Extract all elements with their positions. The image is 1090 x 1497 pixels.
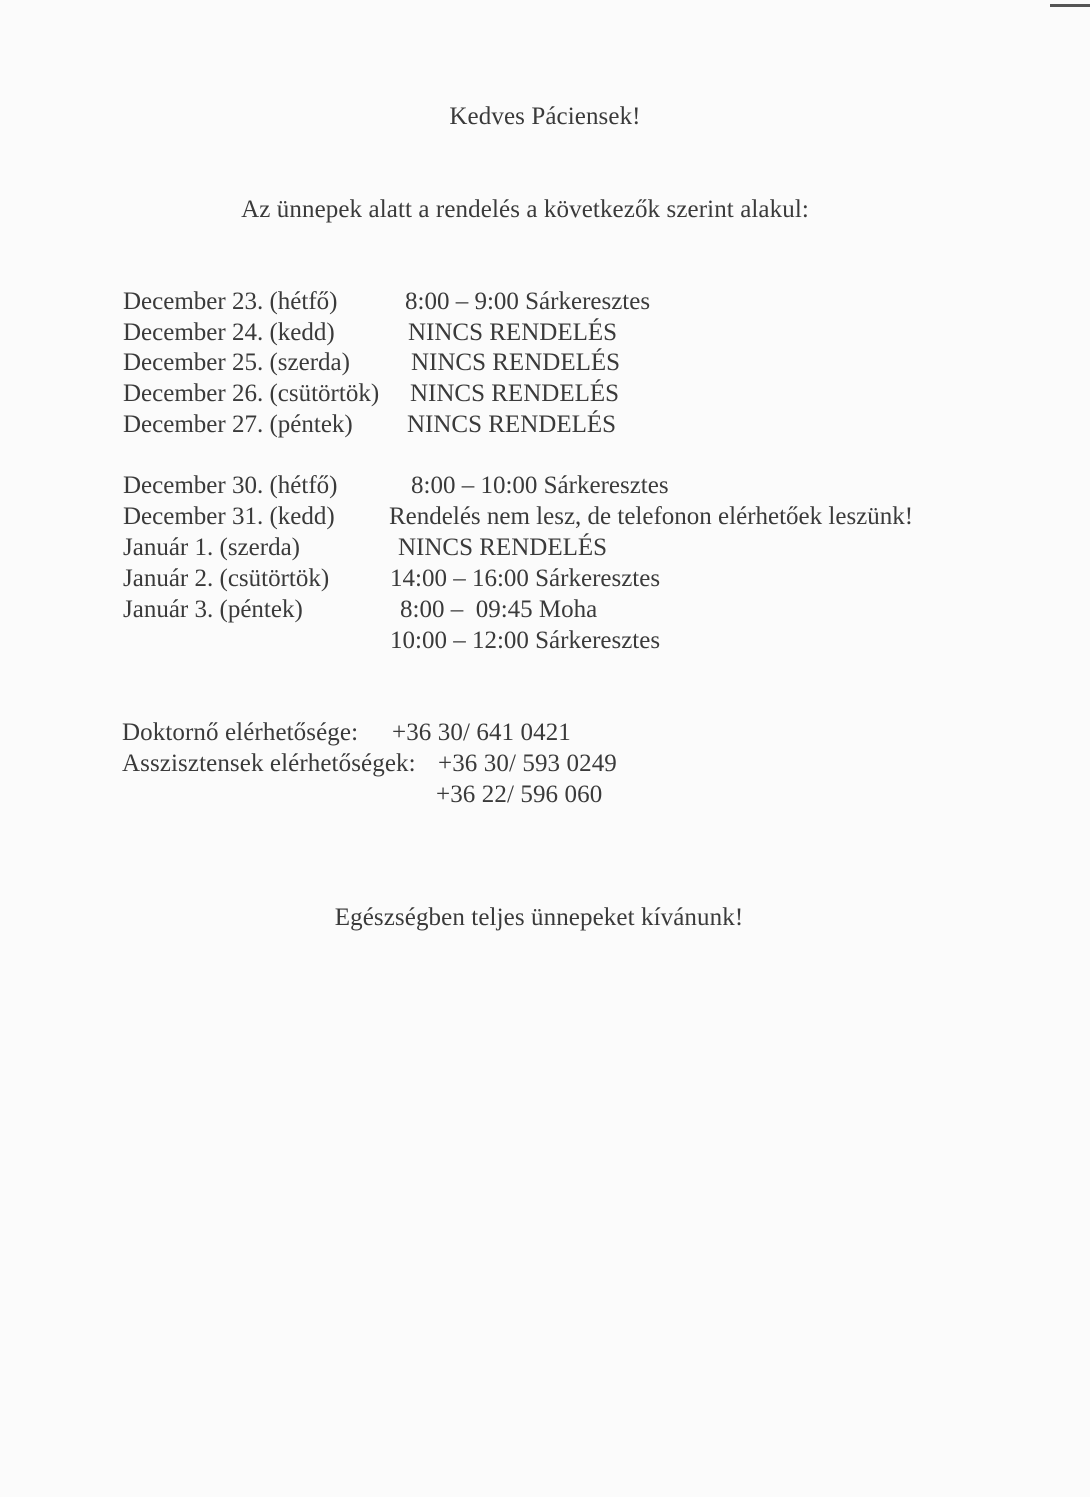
doctor-contact-label: Doktornő elérhetősége:	[122, 719, 359, 746]
schedule-info: 8:00 – 09:45 Moha	[400, 596, 598, 623]
schedule-info: NINCS RENDELÉS	[411, 349, 621, 376]
schedule-row	[0, 502, 1090, 533]
schedule-row	[0, 626, 1090, 657]
doctor-phone: +36 30/ 641 0421	[392, 719, 571, 746]
schedule-day: Január 1. (szerda)	[123, 534, 300, 561]
schedule-day: December 31. (kedd)	[123, 503, 335, 530]
schedule-info: 8:00 – 9:00 Sárkeresztes	[405, 288, 651, 315]
schedule-row	[0, 471, 1090, 502]
scan-edge-mark	[1050, 4, 1090, 7]
schedule-row	[0, 348, 1090, 379]
schedule-day: December 25. (szerda)	[123, 349, 350, 376]
schedule-day: Január 2. (csütörtök)	[123, 565, 330, 592]
schedule-day: December 27. (péntek)	[123, 411, 353, 438]
schedule-day: December 24. (kedd)	[123, 319, 335, 346]
intro-text: Az ünnepek alatt a rendelés a következők szerint alakul:	[241, 196, 809, 223]
assistants-contact-label: Asszisztensek elérhetőségek:	[122, 750, 416, 777]
schedule-row	[0, 533, 1090, 564]
schedule-row	[0, 379, 1090, 410]
schedule-info: Rendelés nem lesz, de telefonon elérhetőek leszünk!	[389, 503, 914, 530]
assistants-phone-1: +36 30/ 593 0249	[438, 750, 617, 777]
schedule-row	[0, 595, 1090, 626]
schedule-row	[0, 318, 1090, 349]
schedule-info: 14:00 – 16:00 Sárkeresztes	[390, 565, 661, 592]
schedule-info: NINCS RENDELÉS	[408, 319, 618, 346]
greeting: Kedves Páciensek!	[449, 103, 641, 130]
closing-wish: Egészségben teljes ünnepeket kívánunk!	[334, 904, 744, 931]
schedule-info: 8:00 – 10:00 Sárkeresztes	[411, 472, 669, 499]
schedule-day: Január 3. (péntek)	[123, 596, 303, 623]
schedule-info: NINCS RENDELÉS	[398, 534, 608, 561]
schedule-info: 10:00 – 12:00 Sárkeresztes	[390, 627, 661, 654]
assistants-phone-2: +36 22/ 596 060	[436, 781, 603, 808]
schedule-row	[0, 564, 1090, 595]
schedule-row	[0, 410, 1090, 441]
schedule-info: NINCS RENDELÉS	[410, 380, 620, 407]
schedule-day: December 23. (hétfő)	[123, 288, 338, 315]
schedule-info: NINCS RENDELÉS	[407, 411, 617, 438]
schedule-day: December 26. (csütörtök)	[123, 380, 380, 407]
schedule-row	[0, 287, 1090, 318]
schedule-day: December 30. (hétfő)	[123, 472, 338, 499]
